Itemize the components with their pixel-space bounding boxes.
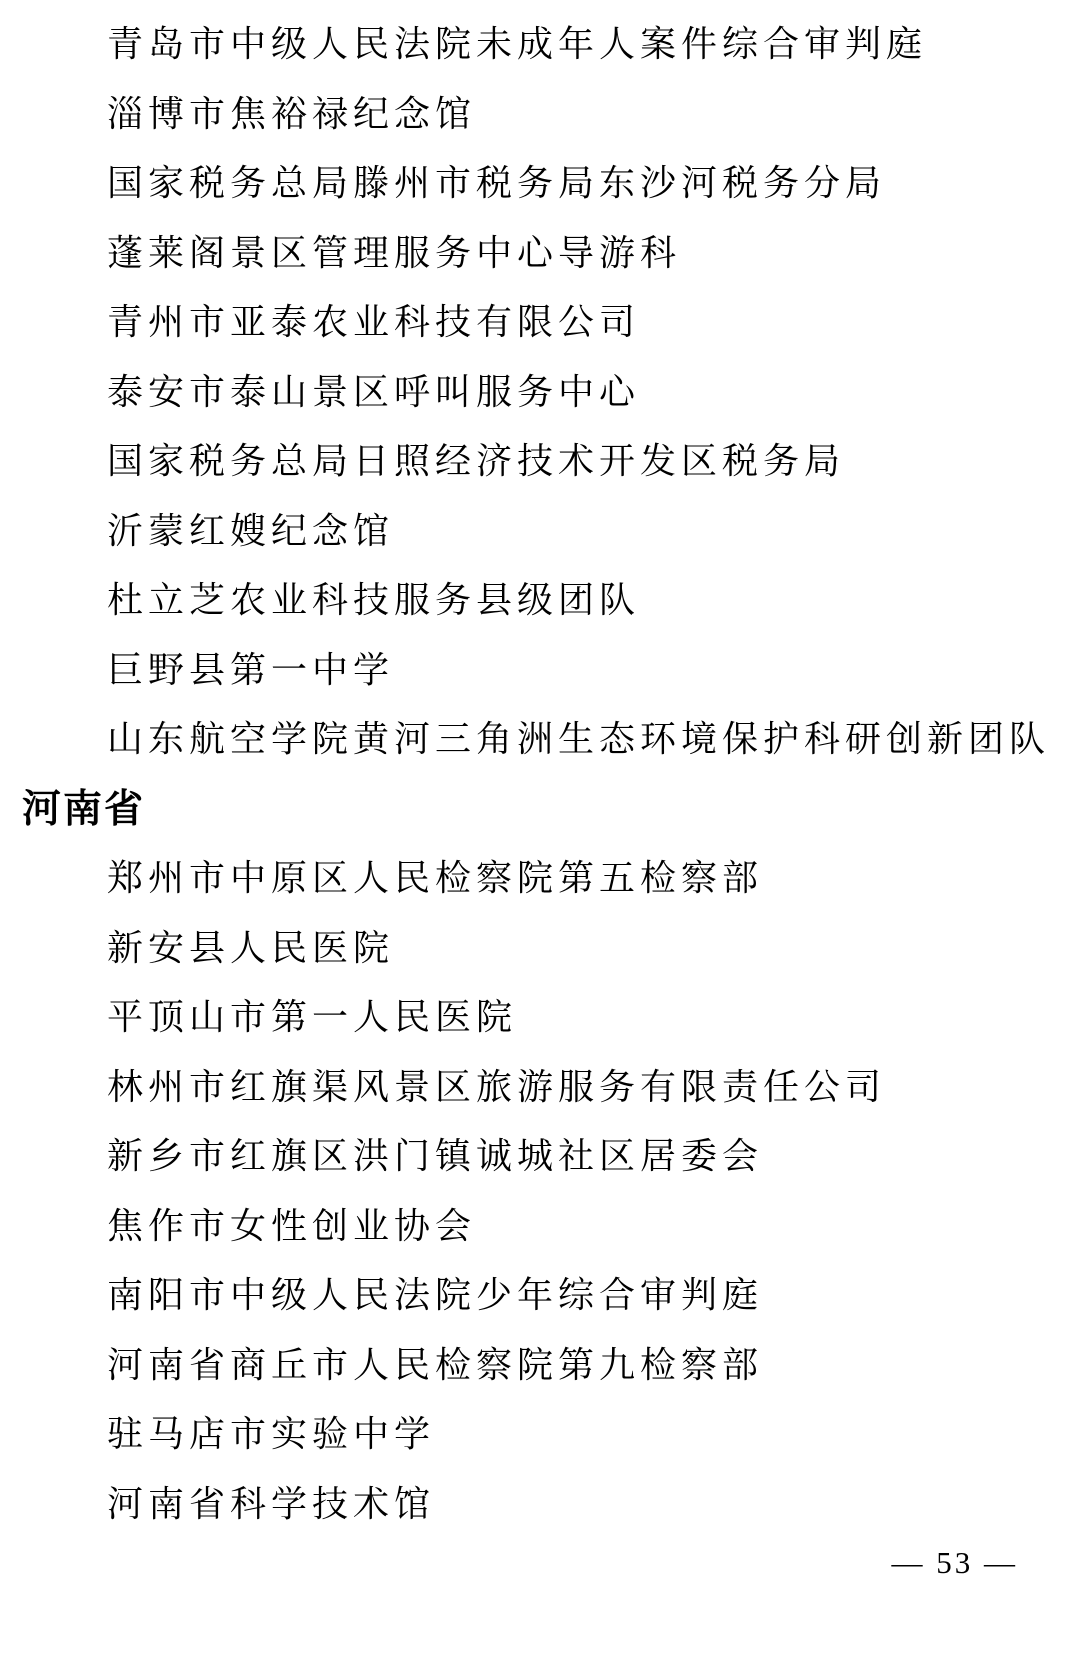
list-item: 杜立芝农业科技服务县级团队 [107,580,641,620]
list-item: 河南省商丘市人民检察院第九检察部 [107,1344,764,1385]
section-header-henan: 河南省 [22,787,146,831]
list-item: 新安县人民医院 [107,927,395,968]
page-number: — 53 — [891,1545,1018,1580]
list-item: 国家税务总局日照经济技术开发区税务局 [107,441,846,481]
list-item: 南阳市中级人民法院少年综合审判庭 [107,1275,764,1315]
list-item: 青岛市中级人民法院未成年人案件综合审判庭 [107,24,928,64]
list-item: 平顶山市第一人民医院 [107,997,518,1037]
list-item: 山东航空学院黄河三角洲生态环境保护科研创新团队 [107,719,1051,759]
list-item: 林州市红旗渠风景区旅游服务有限责任公司 [107,1066,887,1107]
list-item: 驻马店市实验中学 [107,1414,436,1454]
list-item: 泰安市泰山景区呼叫服务中心 [107,371,641,412]
list-item: 沂蒙红嫂纪念馆 [107,510,395,551]
list-item: 国家税务总局滕州市税务局东沙河税务分局 [107,163,887,203]
list-item: 新乡市红旗区洪门镇诚城社区居委会 [107,1136,764,1176]
list-item: 郑州市中原区人民检察院第五检察部 [107,858,764,898]
list-item: 河南省科学技术馆 [107,1483,436,1524]
list-item: 巨野县第一中学 [107,649,395,690]
list-item: 淄博市焦裕禄纪念馆 [107,93,477,134]
list-item: 青州市亚泰农业科技有限公司 [107,302,641,342]
list-item: 蓬莱阁景区管理服务中心导游科 [107,232,682,273]
list-item: 焦作市女性创业协会 [107,1205,477,1246]
